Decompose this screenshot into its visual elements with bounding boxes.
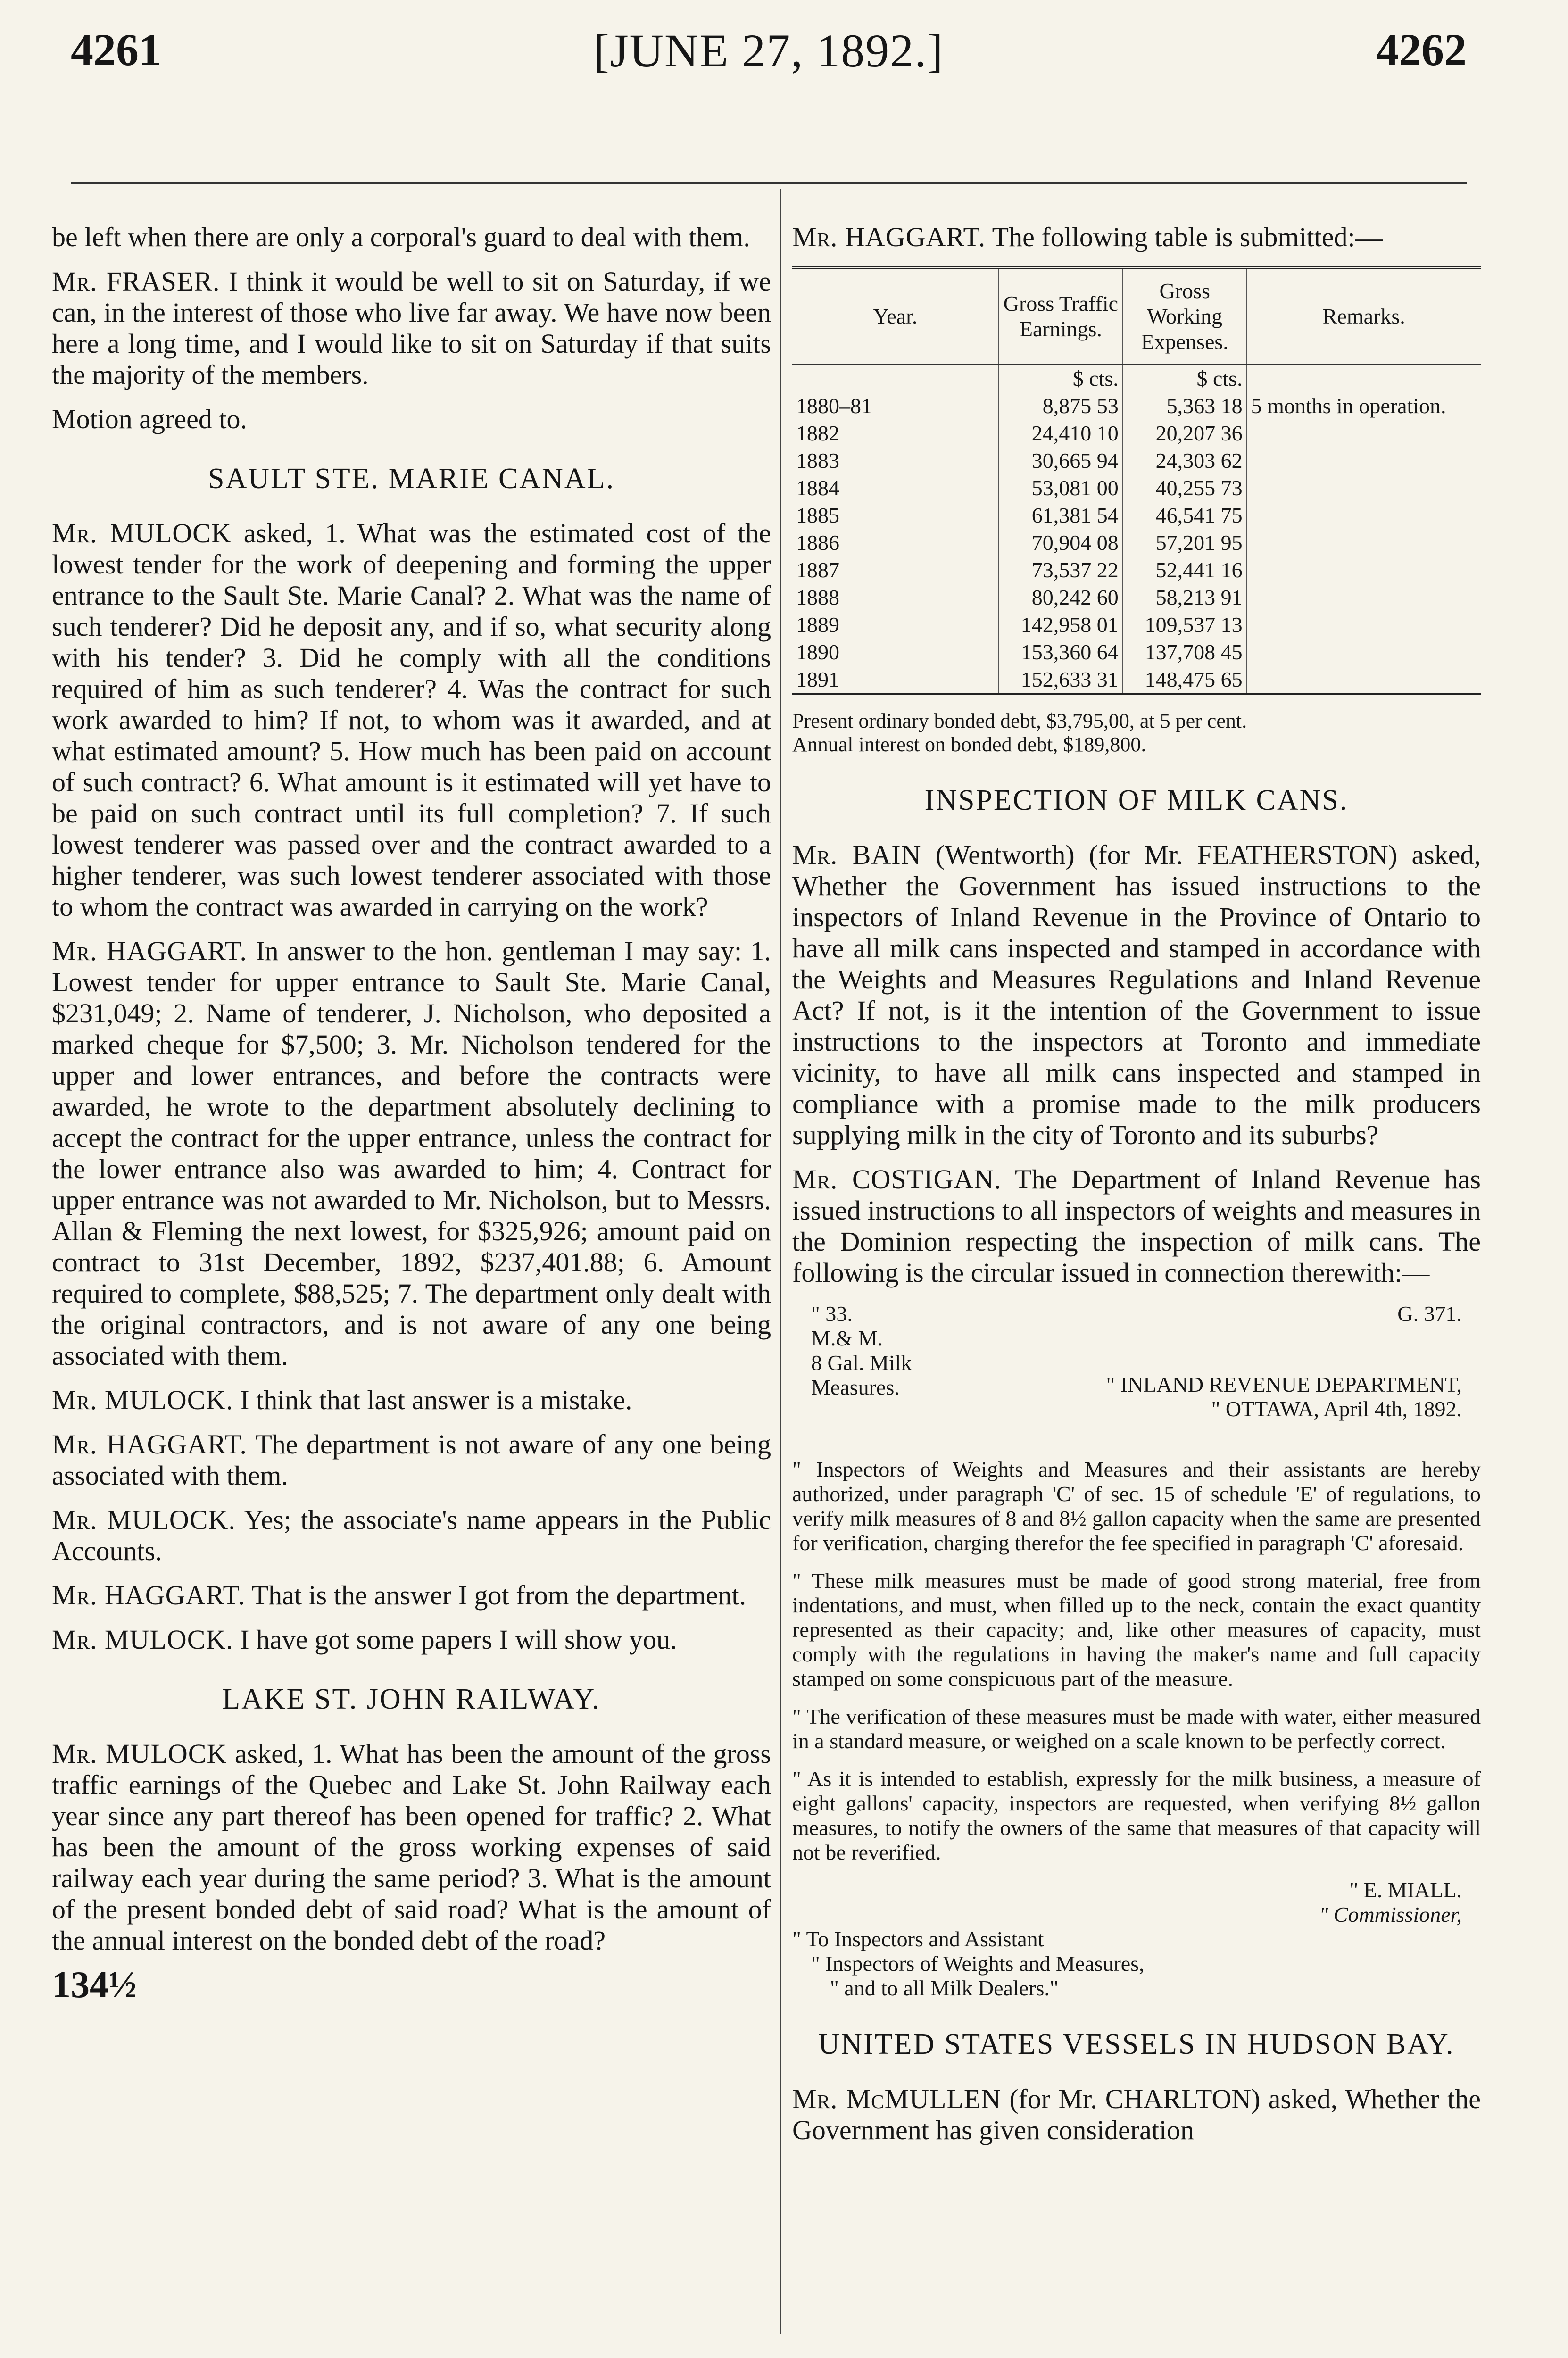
year-cell: 1889 <box>792 611 999 639</box>
paragraph <box>52 1385 771 1416</box>
remarks-cell <box>1247 420 1481 447</box>
year-cell: 1887 <box>792 556 999 584</box>
speech-text: (for Mr. CHARLTON) asked, Whether the Government has given consideration <box>792 2084 1481 2145</box>
units-cell: $ cts. <box>999 365 1123 392</box>
speaker-name: Mr. MULOCK <box>52 1738 227 1769</box>
traffic-cell: 142,958 01 <box>999 611 1123 639</box>
speech-text: That is the answer I got from the department. <box>251 1580 747 1611</box>
table-row <box>792 639 1481 666</box>
speech-text: In answer to the hon. gentleman I may say: 1. Lowest tender for upper entrance to Sault Ste. Marie Canal, $231,049; 2. Name of tenderer, J. Nicholson, who deposited a marked cheque for $7,500; 3. Mr. Nicholson tendered for the upper and lower entrances, and before the contracts were awarded, he wrote to the department absolutely declining to accept the contract for the upper entrance, unless the contract for the lower entrance also was awarded to him; 4. Contract for upper entrance was not awarded to Mr. Nicholson, but to Messrs. Allan & Fleming the next lowest, for $325,926; amount paid on contract to 31st December, 1892, $237,401.88; 6. Amount required to complete, $88,525; 7. The department only dealt with the original contractors, and is not aware of any one being associated with them. <box>52 936 771 1371</box>
speaker-name: Mr. MULOCK <box>52 518 232 548</box>
right-column <box>792 222 1481 2159</box>
speech-text: I think it would be well to sit on Saturday, if we can, in the interest of those who live far away. We have now been here a long time, and I would like to sit on Saturday if that suits the majority of the members. <box>52 266 772 390</box>
circular-dateline <box>1106 1372 1462 1421</box>
table-cell <box>1247 365 1481 392</box>
circular-header <box>792 1302 1481 1457</box>
ref-line: " 33. <box>811 1302 853 1326</box>
section-heading: UNITED STATES VESSELS IN HUDSON BAY. <box>818 2028 1455 2060</box>
speech-text: (Wentworth) (for Mr. FEATHERSTON) asked, Whether the Government has issued instructions to the inspectors of Inland Revenue in the Province of Ontario to have all milk cans inspected and stamped in accordance with the Weights and Measures Regulations and Inland Revenue Act? If not, is it the intention of the Government to issue instructions to the inspectors at Toronto and immediate vicinity, to have all milk cans inspected and stamped in compliance with a promise made to the milk producers supplying milk in the city of Toronto and its suburbs? <box>792 839 1481 1150</box>
department-line: " INLAND REVENUE DEPARTMENT, <box>1106 1372 1462 1396</box>
speech-text: asked, 1. What has been the amount of the gross traffic earnings of the Quebec and Lake St. John Railway each year since any part thereof has been opened for traffic? 2. What has been the amount of the gross working expenses of said railway each year during the same period? 3. What is the amount of the present bonded debt of said road? What is the amount of the annual interest on the bonded debt of the road? <box>52 1738 771 1956</box>
working-cell: 20,207 36 <box>1123 420 1247 447</box>
paragraph <box>52 1504 771 1567</box>
section-heading: INSPECTION OF MILK CANS. <box>924 784 1349 816</box>
speech-text: asked, 1. What was the estimated cost of the lowest tender for the work of deepening and forming the upper entrance to the Sault Ste. Marie Canal? 2. What was the name of such tenderer? Did he deposit any, and if so, what security along with his tender? 3. Did he comply with all the conditions required of him as such tenderer? 4. Was the contract for such work awarded to him? If not, to whom was it awarded, and at what estimated amount? 5. How much has been paid on account of such contract? 6. What amount is it estimated will yet have to be paid on such contract until its full completion? 7. If such lowest tenderer was passed over and the contract awarded to a higher tenderer, was such lowest tenderer associated with those to whom the contract was awarded in carrying on the work? <box>52 518 772 922</box>
table-row <box>792 420 1481 447</box>
addressee-line: " Inspectors of Weights and Measures, <box>811 1951 1145 1976</box>
column-header: Year. <box>792 267 999 365</box>
speech-text: The Department of Inland Revenue has issued instructions to all inspectors of weights and measures in the Dominion respecting the inspection of milk cans. The following is the circular issued in connection therewith:— <box>792 1164 1481 1288</box>
paragraph: Motion agreed to. <box>52 404 247 434</box>
year-cell: 1883 <box>792 447 999 474</box>
table-row <box>792 529 1481 556</box>
speaker-name: Mr. HAGGART. <box>52 936 247 966</box>
table-row <box>792 666 1481 694</box>
left-column <box>52 222 772 2006</box>
circular-reference <box>811 1302 912 1400</box>
bonded-debt-note: Present ordinary bonded debt, $3,795,00, at 5 per cent. <box>792 709 1247 732</box>
traffic-cell: 152,633 31 <box>999 666 1123 694</box>
remarks-cell <box>1247 611 1481 639</box>
working-cell: 109,537 13 <box>1123 611 1247 639</box>
table-header-row <box>792 267 1481 365</box>
column-header: Gross Traffic Earnings. <box>999 267 1123 365</box>
signature-title: " Commissioner, <box>1319 1902 1462 1926</box>
traffic-cell: 30,665 94 <box>999 447 1123 474</box>
speech-text: The following table is submitted:— <box>992 222 1383 252</box>
speaker-name: Mr. HAGGART. <box>52 1580 246 1611</box>
working-cell: 5,363 18 <box>1123 392 1247 420</box>
working-cell: 52,441 16 <box>1123 556 1247 584</box>
table-row <box>792 502 1481 529</box>
table-row <box>792 556 1481 584</box>
table-row <box>792 584 1481 611</box>
year-cell: 1891 <box>792 666 999 694</box>
remarks-cell <box>1247 474 1481 502</box>
year-cell: 1884 <box>792 474 999 502</box>
circular-number: G. 371. <box>1397 1302 1462 1326</box>
paragraph <box>52 1429 771 1491</box>
date-line: " OTTAWA, April 4th, 1892. <box>1211 1397 1462 1421</box>
year-cell: 1882 <box>792 420 999 447</box>
traffic-cell: 153,360 64 <box>999 639 1123 666</box>
speech-text: I think that last answer is a mistake. <box>240 1385 632 1415</box>
traffic-cell: 8,875 53 <box>999 392 1123 420</box>
ref-line: M.& M. <box>811 1326 883 1350</box>
paragraph <box>52 518 771 922</box>
year-cell: 1888 <box>792 584 999 611</box>
traffic-cell: 53,081 00 <box>999 474 1123 502</box>
speaker-name: Mr. HAGGART. <box>792 222 986 252</box>
speaker-name: Mr. COSTIGAN. <box>792 1164 1002 1195</box>
remarks-cell <box>1247 529 1481 556</box>
speaker-name: Mr. MULOCK. <box>52 1624 233 1655</box>
section-heading: SAULT STE. MARIE CANAL. <box>207 463 615 495</box>
working-cell: 148,475 65 <box>1123 666 1247 694</box>
speech-text: The department is not aware of any one being associated with them. <box>52 1429 771 1491</box>
year-cell: 1880–81 <box>792 392 999 420</box>
circular-paragraph: " Inspectors of Weights and Measures and their assistants are hereby authorized, under paragraph 'C' of sec. 15 of schedule 'E' of regulations, to verify milk measures of 8 and 8½ gallon capacity when the same are presented for verification, charging therefor the fee specified in paragraph 'C' aforesaid. <box>792 1457 1481 1555</box>
paragraph: be left when there are only a corporal's guard to deal with them. <box>52 222 750 252</box>
speech-text: I have got some papers I will show you. <box>240 1624 677 1655</box>
addressee-line: " and to all Milk Dealers." <box>830 1976 1059 2000</box>
remarks-cell <box>1247 639 1481 666</box>
traffic-cell: 24,410 10 <box>999 420 1123 447</box>
working-cell: 58,213 91 <box>1123 584 1247 611</box>
table-row <box>792 392 1481 420</box>
header-rule <box>71 182 1467 184</box>
paragraph <box>52 266 771 390</box>
speaker-name: Mr. FRASER. <box>52 266 220 297</box>
addressee-line: " To Inspectors and Assistant <box>792 1927 1044 1951</box>
speaker-name: Mr. McMULLEN <box>792 2084 1002 2114</box>
year-cell: 1885 <box>792 502 999 529</box>
circular-paragraph: " These milk measures must be made of good strong material, free from indentations, and must, when filled up to the neck, contain the exact quantity represented as their capacity; and, like other measures of capacity, must comply with the regulations in having the maker's name and full capacity stamped on some conspicuous part of the measure. <box>792 1569 1481 1691</box>
circular-paragraph: " The verification of these measures must be made with water, either measured in a standard measure, or weighed on a scale known to be perfectly correct. <box>792 1704 1481 1753</box>
column-divider <box>780 189 781 2334</box>
table-row <box>792 447 1481 474</box>
remarks-cell <box>1247 666 1481 694</box>
circular <box>792 1302 1481 2001</box>
circular-paragraph: " As it is intended to establish, expressly for the milk business, a measure of eight gallons' capacity, inspectors are requested, when verifying 8½ gallon measures, to notify the owners of the same that measures of that capacity will not be reverified. <box>792 1767 1481 1864</box>
table-cell <box>792 365 999 392</box>
speaker-name: Mr. MULOCK. <box>52 1385 233 1415</box>
year-cell: 1886 <box>792 529 999 556</box>
remarks-cell <box>1247 584 1481 611</box>
issue-date: [JUNE 27, 1892.] <box>593 25 944 77</box>
speech-text: Yes; the associate's name appears in the Public Accounts. <box>52 1504 771 1566</box>
units-cell: $ cts. <box>1123 365 1247 392</box>
page-header <box>71 24 1467 90</box>
paragraph <box>792 1164 1481 1288</box>
signature-mark: 134½ <box>52 1964 137 2006</box>
working-cell: 24,303 62 <box>1123 447 1247 474</box>
table-row <box>792 611 1481 639</box>
right-page-number: 4262 <box>1376 25 1467 75</box>
remarks-cell: 5 months in operation. <box>1251 394 1446 418</box>
left-page-number: 4261 <box>71 25 161 75</box>
ref-line: 8 Gal. Milk <box>811 1351 912 1375</box>
speaker-name: Mr. HAGGART. <box>52 1429 248 1460</box>
paragraph <box>52 1580 771 1611</box>
working-cell: 57,201 95 <box>1123 529 1247 556</box>
paragraph <box>792 2084 1481 2146</box>
paragraph <box>52 1738 771 1956</box>
circular-signature: " E. MIALL. <box>1349 1878 1462 1902</box>
traffic-cell: 80,242 60 <box>999 584 1123 611</box>
earnings-table <box>792 266 1481 695</box>
remarks-cell <box>1247 556 1481 584</box>
working-cell: 46,541 75 <box>1123 502 1247 529</box>
paragraph <box>52 936 771 1371</box>
speaker-name: Mr. BAIN <box>792 839 921 870</box>
interest-note: Annual interest on bonded debt, $189,800. <box>792 733 1146 756</box>
table-row <box>792 474 1481 502</box>
traffic-cell: 70,904 08 <box>999 529 1123 556</box>
paragraph <box>52 1624 771 1655</box>
remarks-cell <box>1247 447 1481 474</box>
working-cell: 40,255 73 <box>1123 474 1247 502</box>
traffic-cell: 61,381 54 <box>999 502 1123 529</box>
section-heading: LAKE ST. JOHN RAILWAY. <box>222 1683 601 1715</box>
remarks-cell <box>1247 502 1481 529</box>
traffic-cell: 73,537 22 <box>999 556 1123 584</box>
units-row <box>792 365 1481 392</box>
year-cell: 1890 <box>792 639 999 666</box>
column-header: Gross Working Expenses. <box>1123 267 1247 365</box>
paragraph <box>792 839 1481 1151</box>
ref-line: Measures. <box>811 1375 900 1399</box>
paragraph <box>792 222 1481 253</box>
column-header: Remarks. <box>1247 267 1481 365</box>
speaker-name: Mr. MULOCK. <box>52 1504 236 1535</box>
working-cell: 137,708 45 <box>1123 639 1247 666</box>
